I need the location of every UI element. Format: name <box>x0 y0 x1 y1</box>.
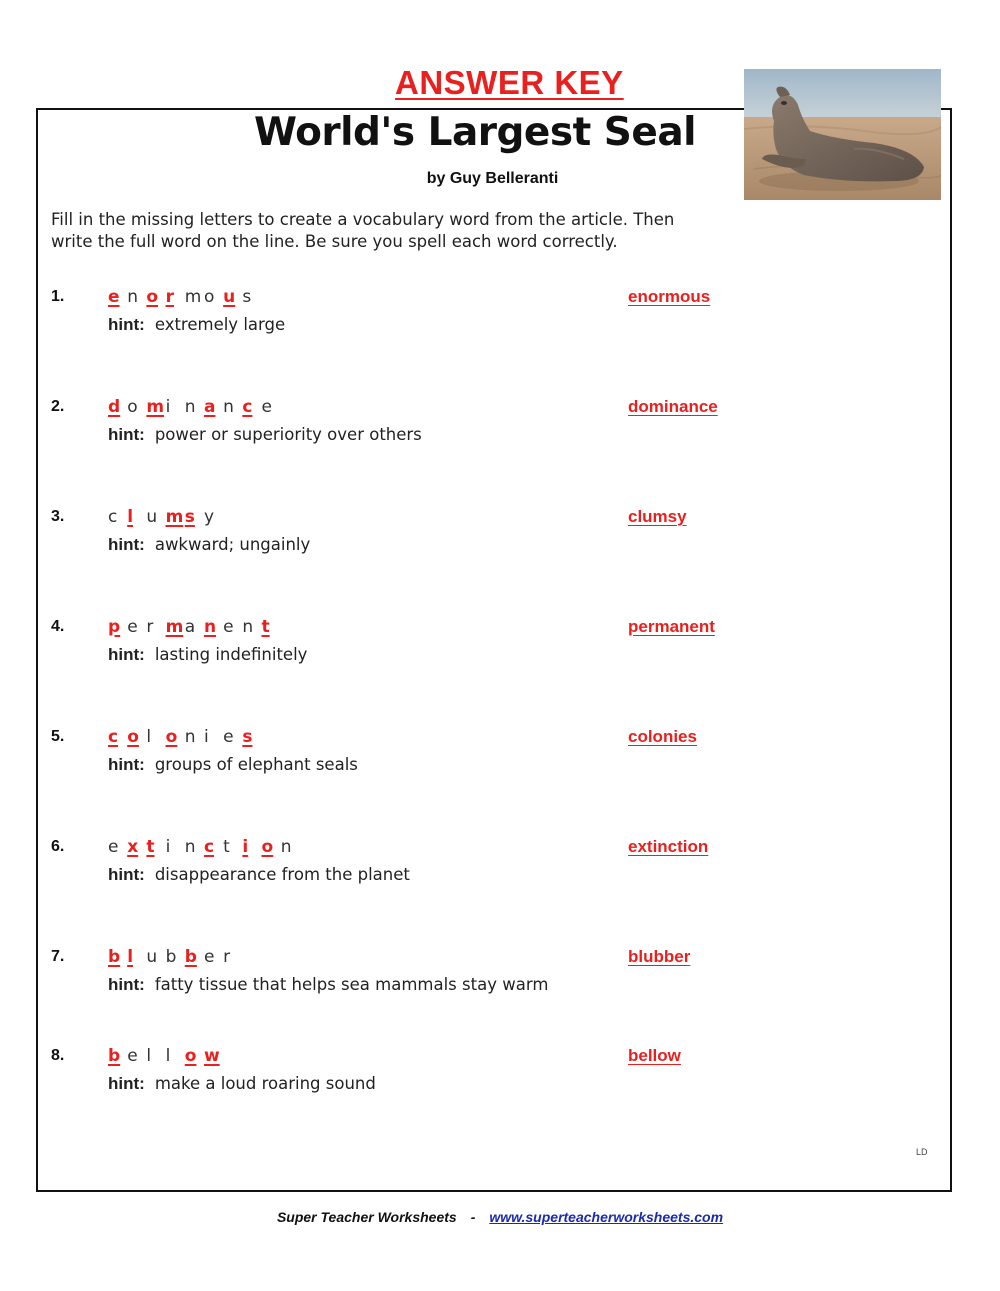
word-letters <box>108 1046 223 1066</box>
filled-letter: l <box>127 947 134 967</box>
filled-letter: b <box>108 947 121 967</box>
given-letter: i <box>203 727 209 747</box>
hint-text: groups of elephant seals <box>154 755 358 774</box>
word-letters <box>108 617 281 637</box>
hint-label: hint: <box>108 865 145 884</box>
hint-text: fatty tissue that helps sea mammals stay warm <box>154 975 549 994</box>
item-number: 7. <box>51 948 65 965</box>
filled-letter: w <box>203 1046 220 1066</box>
footer-url-link[interactable]: www.superteacherworksheets.com <box>489 1209 724 1225</box>
hint-label: hint: <box>108 1074 145 1093</box>
hint-label: hint: <box>108 425 145 444</box>
filled-letter: c <box>242 397 253 417</box>
item-number: 5. <box>51 728 65 745</box>
filled-letter: r <box>165 287 174 307</box>
item-hint <box>108 315 285 335</box>
given-letter: e <box>203 947 215 967</box>
answer-word: dominance <box>628 397 718 416</box>
vocabulary-item <box>0 838 1000 898</box>
word-letters <box>108 727 262 747</box>
hint-text: disappearance from the planet <box>154 865 410 884</box>
hint-label: hint: <box>108 755 145 774</box>
filled-letter: o <box>165 727 178 747</box>
filled-letter: o <box>127 727 139 747</box>
filled-letter: c <box>108 727 119 747</box>
answer-word: clumsy <box>628 507 687 526</box>
filled-letter: s <box>242 727 253 747</box>
hint-text: lasting indefinitely <box>154 645 308 664</box>
given-letter: s <box>242 287 252 307</box>
word-letters <box>108 397 281 417</box>
given-letter: m <box>184 287 202 307</box>
filled-letter: m <box>165 507 184 527</box>
vocabulary-item <box>0 948 1000 1008</box>
filled-letter: a <box>203 397 216 417</box>
answer-word: bellow <box>628 1046 681 1065</box>
given-letter: r <box>223 947 231 967</box>
given-letter: n <box>127 287 138 307</box>
hint-text: extremely large <box>154 315 286 334</box>
item-number: 4. <box>51 618 65 635</box>
filled-letter: o <box>146 287 159 307</box>
item-hint <box>108 865 410 885</box>
given-letter: n <box>280 837 292 857</box>
vocabulary-item <box>0 288 1000 348</box>
given-letter: e <box>127 617 138 637</box>
answer-word: blubber <box>628 947 691 966</box>
given-letter: e <box>223 617 234 637</box>
instructions <box>51 209 751 253</box>
given-letter: i <box>165 397 171 417</box>
filled-letter: t <box>146 837 155 857</box>
filled-letter: b <box>184 947 197 967</box>
hint-text: awkward; ungainly <box>154 535 311 554</box>
page-title: World's Largest Seal <box>253 110 697 155</box>
filled-letter: p <box>108 617 121 637</box>
footer-brand: Super Teacher Worksheets <box>276 1209 457 1225</box>
item-number: 3. <box>51 508 65 525</box>
given-letter: u <box>146 947 158 967</box>
instructions-line-1: Fill in the missing letters to create a vocabulary word from the article. Then <box>51 210 675 229</box>
author-byline: by Guy Belleranti <box>426 170 559 187</box>
filled-letter: d <box>108 397 121 417</box>
word-letters <box>108 947 242 967</box>
hint-label: hint: <box>108 975 145 994</box>
word-letters <box>108 287 262 307</box>
filled-letter: l <box>127 507 134 527</box>
item-number: 1. <box>51 288 65 305</box>
given-letter: b <box>165 947 177 967</box>
filled-letter: u <box>223 287 236 307</box>
footer-separator: - <box>470 1209 476 1225</box>
filled-letter: b <box>108 1046 121 1066</box>
filled-letter: n <box>203 617 217 637</box>
given-letter: n <box>184 727 196 747</box>
given-letter: a <box>184 617 196 637</box>
word-letters <box>108 837 300 857</box>
given-letter: e <box>108 837 119 857</box>
given-letter: l <box>146 1046 152 1066</box>
filled-letter: i <box>242 837 249 857</box>
footer <box>0 1209 1000 1225</box>
given-letter: y <box>203 507 214 527</box>
given-letter: n <box>242 617 254 637</box>
vocabulary-item <box>0 508 1000 568</box>
given-letter: e <box>223 727 234 747</box>
filled-letter: x <box>127 837 139 857</box>
answer-key-heading: ANSWER KEY <box>395 64 624 101</box>
hint-label: hint: <box>108 315 145 334</box>
item-number: 6. <box>51 838 65 855</box>
filled-letter: o <box>261 837 274 857</box>
item-hint <box>108 1074 376 1094</box>
filled-letter: m <box>146 397 165 417</box>
item-hint <box>108 535 310 555</box>
given-letter: n <box>184 837 196 857</box>
filled-letter: t <box>261 617 270 637</box>
vocabulary-item <box>0 618 1000 678</box>
given-letter: n <box>223 397 234 417</box>
given-letter: t <box>223 837 230 857</box>
vocabulary-item <box>0 728 1000 788</box>
hint-text: power or superiority over others <box>154 425 422 444</box>
filled-letter: m <box>165 617 184 637</box>
given-letter: o <box>127 397 138 417</box>
given-letter: e <box>261 397 272 417</box>
item-number: 8. <box>51 1047 65 1064</box>
vocabulary-item <box>0 1047 1000 1107</box>
hint-label: hint: <box>108 645 145 664</box>
instructions-line-2: write the full word on the line. Be sure you spell each word correctly. <box>51 232 618 251</box>
given-letter: c <box>108 507 118 527</box>
item-hint <box>108 755 358 775</box>
filled-letter: s <box>184 507 195 527</box>
word-letters <box>108 507 223 527</box>
filled-letter: o <box>184 1046 197 1066</box>
given-letter: i <box>165 837 171 857</box>
given-letter: n <box>184 397 196 417</box>
filled-letter: e <box>108 287 120 307</box>
hint-text: make a loud roaring sound <box>154 1074 376 1093</box>
item-hint <box>108 425 422 445</box>
given-letter: e <box>127 1046 138 1066</box>
given-letter: l <box>165 1046 171 1066</box>
item-hint <box>108 645 307 665</box>
given-letter: o <box>203 287 215 307</box>
vocabulary-item <box>0 398 1000 458</box>
answer-word: enormous <box>628 287 711 306</box>
answer-word: permanent <box>628 617 715 636</box>
answer-word: colonies <box>628 727 697 746</box>
given-letter: r <box>146 617 154 637</box>
item-number: 2. <box>51 398 65 415</box>
hint-label: hint: <box>108 535 145 554</box>
item-hint <box>108 975 548 995</box>
answer-word: extinction <box>628 837 709 856</box>
given-letter: l <box>146 727 152 747</box>
given-letter: u <box>146 507 158 527</box>
filled-letter: c <box>203 837 215 857</box>
corner-code: LD <box>916 1147 928 1157</box>
